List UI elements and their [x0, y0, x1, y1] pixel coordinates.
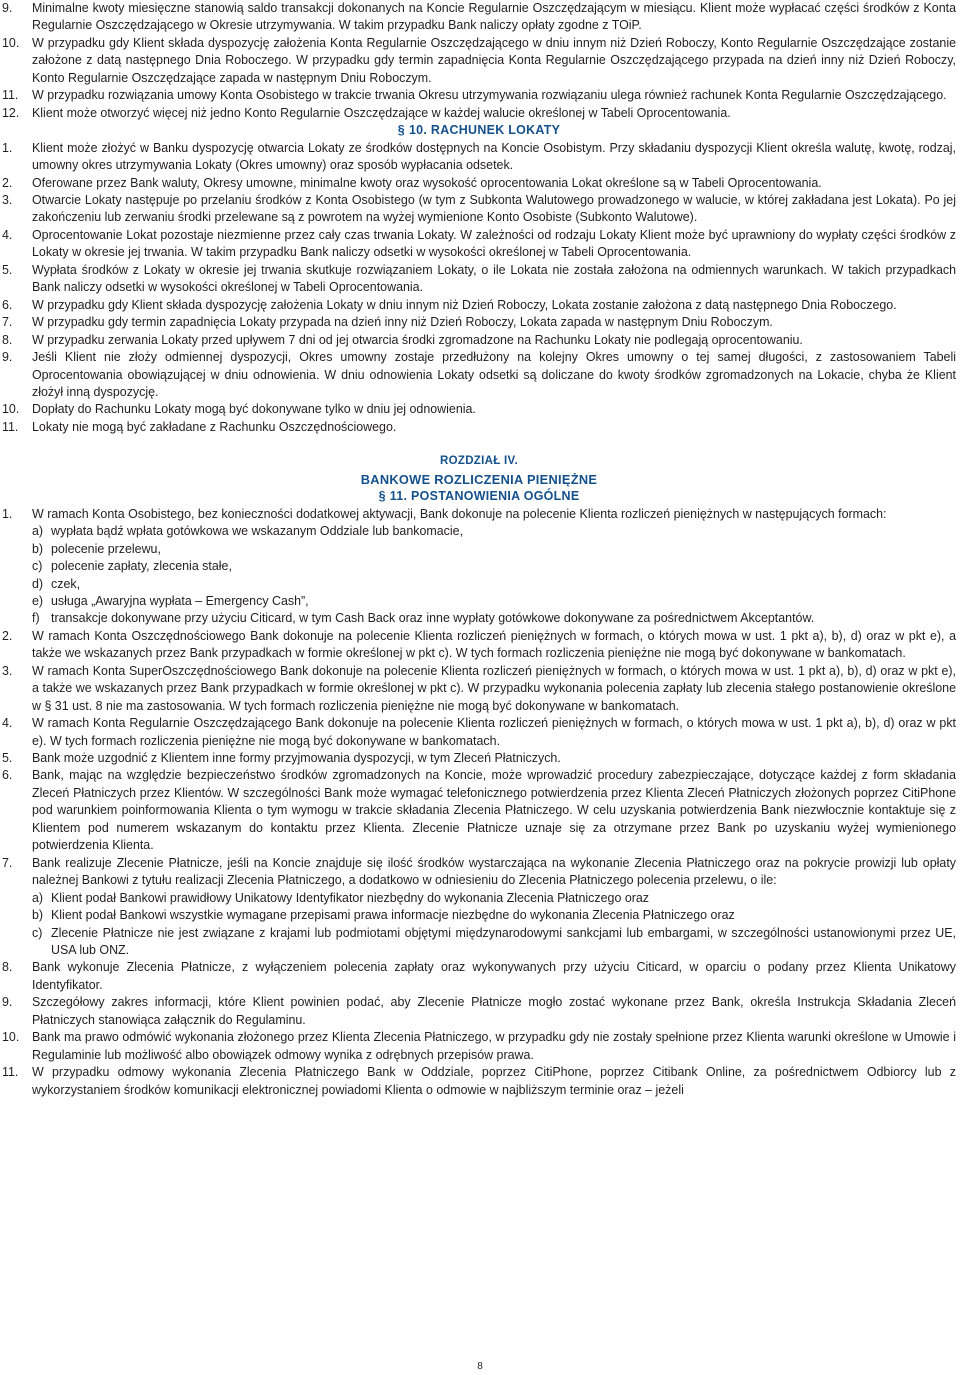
list-item [2, 855, 956, 960]
section-10-list [2, 140, 956, 437]
item-text: Bank realizuje Zlecenie Płatnicze, jeśli na Koncie znajduje się ilość środków wystarczająca na wykonanie Zlecenia Płatniczego oraz na pokrycie prowizji lub opłaty należnej Bankowi z tytułu realizacji Zlecenia Płatniczego, a dodatkowo w odniesieniu do Zlecenia Płatniczego polecenia przelewu, o ile: [32, 855, 956, 888]
sub-item-text: transakcje dokonywane przy użyciu Citicard, w tym Cash Back oraz inne wypłaty gotówkowe dokonywane za pośrednictwem Akceptantów. [51, 611, 815, 626]
list-item [2, 297, 956, 314]
item-text: Oferowane przez Bank waluty, Okresy umowne, minimalne kwoty oraz wysokość oprocentowania Lokat określone są w Tabeli Oprocentowania. [32, 175, 822, 190]
item-text: W ramach Konta Osobistego, bez konieczności dodatkowej aktywacji, Bank dokonuje na polecenie Klienta rozliczeń pieniężnych w następujących formach: [32, 506, 887, 521]
item-number: 11. [2, 88, 19, 103]
list-item [2, 332, 956, 349]
sub-item-text: Klient podał Bankowi prawidłowy Unikatowy Identyfikator niezbędny do wykonania Zlecenia Płatniczego oraz [51, 890, 650, 905]
section-11-list [2, 506, 956, 1099]
sub-item-text: usługa „Awaryjna wypłata – Emergency Cash”, [51, 593, 309, 608]
sub-list-item [32, 907, 956, 924]
list-item [2, 401, 956, 418]
item-text: Oprocentowanie Lokat pozostaje niezmienne przez cały czas trwania Lokaty. W zależności od rodzaju Lokaty Klient może być uprawniony do wypłaty części środków z Lokaty w okresie jej trwania. W takim przypadku Bank naliczy odsetki w wysokości określonej w Tabeli Oprocentowania. [32, 227, 956, 260]
item-number: 7. [2, 315, 13, 330]
list-item [2, 1029, 956, 1064]
list-item [2, 227, 956, 262]
list-item [2, 959, 956, 994]
item-number: 10. [2, 35, 20, 50]
list-item [2, 663, 956, 715]
item-text: W przypadku rozwiązania umowy Konta Osobistego w trakcie trwania Okresu utrzymywania rozwiązaniu ulega również rachunek Konta Regularnie Oszczędzającego. [32, 88, 947, 103]
item-text: W przypadku zerwania Lokaty przed upływem 7 dni od jej otwarcia środki zgromadzone na Rachunku Lokaty nie podlegają oprocentowaniu. [32, 332, 803, 347]
list-item [2, 105, 956, 122]
item-text: Bank ma prawo odmówić wykonania złożonego przez Klienta Zlecenia Płatniczego, w przypadku gdy nie zostały spełnione przez Klienta warunki określone w Umowie i Regulaminie lub możliwość albo obowiązek odmowy wynika z odrębnych przepisów prawa. [32, 1030, 956, 1062]
sub-item-letter: b) [32, 541, 44, 556]
list-item [2, 0, 956, 35]
item-text: Lokaty nie mogą być zakładane z Rachunku Oszczędnościowego. [32, 419, 397, 434]
sub-list-item [32, 593, 956, 610]
list-item [2, 140, 956, 175]
sub-item-letter: c) [32, 559, 43, 574]
list-item [2, 192, 956, 227]
item-text: Jeśli Klient nie złoży odmiennej dyspozycji, Okres umowny zostaje przedłużony na kolejny Okres umowny o tej samej długości, z zastosowaniem Tabeli Oprocentowania obowiązującej w dniu odnowienia. W dniu odnowienia Lokaty odsetki są doliczane do kwoty środków zgromadzonych na Lokacie, chyba że Klient złożył inną dyspozycję. [32, 350, 956, 399]
sub-list [32, 523, 956, 628]
sub-item-letter: a) [32, 524, 44, 539]
item-number: 2. [2, 628, 13, 643]
list-item [2, 419, 956, 436]
item-number: 6. [2, 297, 13, 312]
item-number: 3. [2, 192, 13, 207]
list-item [2, 175, 956, 192]
sub-list-item [32, 610, 956, 627]
section-title: 10. RACHUNEK LOKATY [408, 123, 561, 138]
item-text: Klient może otworzyć więcej niż jedno Konto Regularnie Oszczędzające w każdej walucie określonej w Tabeli Oprocentowania. [32, 105, 731, 120]
item-text: Klient może złożyć w Banku dyspozycję otwarcia Lokaty ze środków dostępnych na Koncie Osobistym. Przy składaniu dyspozycji Klient określa walutę, kwotę, rodzaj, umowny okres utrzymywania Lokaty (Okres umowny) oraz sposób wypłacania odsetek. [32, 140, 956, 173]
item-text: W przypadku gdy Klient składa dyspozycję założenia Konta Regularnie Oszczędzającego w dniu innym niż Dzień Roboczy, Konto Regularnie Oszczędzające zostanie założone z datą następnego Dnia Roboczego. W przypadku gdy termin zapadnięcia Konta Regularnie Oszczędzającego przypada na dzień inny niż Dzień Roboczy, Konto Regularnie Oszczędzające zapada w następnym Dniu Roboczym. [32, 35, 956, 85]
item-text: W przypadku odmowy wykonania Zlecenia Płatniczego Bank w Oddziale, poprzez CitiPhone, poprzez Citibank Online, za pośrednictwem Odbiorcy lub z wykorzystaniem środków komunikacji elektronicznej powiadomi Klienta o odmowie w najbliższym terminie oraz – jeżeli [32, 1065, 956, 1097]
list-item [2, 262, 956, 297]
sub-item-letter: d) [32, 576, 44, 591]
item-number: 2. [2, 175, 13, 190]
item-number: 5. [2, 751, 13, 766]
sub-item-letter: c) [32, 925, 43, 940]
item-number: 5. [2, 262, 13, 277]
item-number: 1. [2, 140, 13, 155]
list-item [2, 35, 956, 87]
list-item [2, 750, 956, 767]
page-number: 8 [477, 1361, 483, 1372]
section-mark: § [378, 489, 386, 504]
item-number: 7. [2, 855, 13, 870]
item-number: 9. [2, 995, 13, 1010]
item-text: Minimalne kwoty miesięczne stanowią saldo transakcji dokonanych na Koncie Regularnie Oszczędzającym w miesiącu. Klient może wypłacać części środków z Konta Regularnie Oszczędzającego w Okresie utrzymywania. W takim przypadku Bank naliczy opłaty zgodne z TOiP. [32, 1, 956, 33]
sub-item-text: czek, [51, 576, 81, 591]
item-number: 10. [2, 402, 20, 417]
list-item [2, 87, 956, 104]
sub-list-item [32, 523, 956, 540]
item-number: 4. [2, 227, 13, 242]
sub-item-text: Zlecenie Płatnicze nie jest związane z krajami lub podmiotami objętymi międzynarodowymi sankcjami lub embargami, w szczególności ustanowionymi przez UE, USA lub ONZ. [51, 925, 956, 958]
list-item [2, 506, 956, 628]
item-number: 11. [2, 1065, 19, 1080]
section-11-heading [2, 488, 956, 505]
sub-list-item [32, 576, 956, 593]
item-text: W ramach Konta Regularnie Oszczędzającego Bank dokonuje na polecenie Klienta rozliczeń pieniężnych w formach, o których mowa w ust. 1 pkt a), b), d) oraz w pkt e). W tych formach rozliczenia pieniężne nie mogą być dokonywane w bankomatach. [32, 716, 956, 748]
item-text: Dopłaty do Rachunku Lokaty mogą być dokonywane tylko w dniu jej odnowienia. [32, 402, 476, 417]
section-mark: § [397, 123, 405, 138]
item-number: 9. [2, 1, 13, 15]
sub-list-item [32, 925, 956, 960]
sub-item-letter: e) [32, 593, 44, 608]
list-item [2, 715, 956, 750]
sub-item-letter: a) [32, 890, 44, 905]
item-number: 10. [2, 1030, 20, 1045]
item-number: 1. [2, 506, 13, 521]
sub-list-item [32, 558, 956, 575]
list-item [2, 767, 956, 854]
sub-item-text: Klient podał Bankowi wszystkie wymagane przepisami prawa informacje niezbędne do wykonania Zlecenia Płatniczego oraz [51, 908, 735, 923]
item-text: Wypłata środków z Lokaty w okresie jej trwania skutkuje rozwiązaniem Lokaty, o ile Lokata nie została założona na odmiennych warunkach. W takich przypadkach Bank naliczy odsetki w wysokości określonej w Tabeli Oprocentowania. [32, 262, 956, 295]
item-number: 3. [2, 663, 13, 678]
item-number: 9. [2, 350, 13, 365]
item-text: W ramach Konta SuperOszczędnościowego Bank dokonuje na polecenie Klienta rozliczeń pieniężnych w formach, o których mowa w ust. 1 pkt a), b), d) oraz w pkt e), a także we wskazanych przez Bank przypadkach w formie określonej w pkt c). W przypadku wykonania polecenia zapłaty lub zlecenia stałego postanowienie określone w § 31 ust. 8 nie ma zastosowania. W tych formach rozliczenia pieniężne nie mogą być dokonywane w bankomatach. [32, 663, 956, 713]
item-text: Bank, mając na względzie bezpieczeństwo środków zgromadzonych na Koncie, może wprowadzić procedury zabezpieczające, dotyczące każdej z form składania Zleceń Płatniczych przez Klientów. W szczególności Bank może wymagać telefonicznego potwierdzenia przez Klienta Zleceń Płatniczych złożonych poprzez CitiPhone pod warunkiem poinformowania Klienta o tym wymogu w trakcie składania Zlecenia Płatniczego. W celu uzyskania potwierdzenia Bank niezwłocznie kontaktuje się z Klientem pod numerem wskazanym do kontaktu przez Klienta. Zlecenie Płatnicze uznaje się za otrzymane przez Bank po uzyskaniu wyżej wymienionego potwierdzenia Klienta. [32, 768, 956, 853]
item-text: Otwarcie Lokaty następuje po przelaniu środków z Konta Osobistego (w tym z Subkonta Walutowego prowadzonego w walucie, w której zakładana jest Lokata). Po jej zakończeniu lub zerwaniu środki przelewane są z powrotem na wyżej wymienione Konto Osobiste (Subkonto Walutowe). [32, 192, 956, 225]
list-item [2, 994, 956, 1029]
sub-item-letter: b) [32, 908, 44, 923]
list-item [2, 1064, 956, 1099]
sub-list-item [32, 890, 956, 907]
sub-list-item [32, 541, 956, 558]
item-number: 11. [2, 419, 19, 434]
item-text: Szczegółowy zakres informacji, które Klient powinien podać, aby Zlecenie Płatnicze mogło zostać wykonane przez Bank, określa Instrukcja Składania Zleceń Płatniczych stanowiąca załącznik do Regulaminu. [32, 995, 956, 1027]
sub-list [32, 890, 956, 960]
list-item [2, 314, 956, 331]
section-title: 11. POSTANOWIENIA OGÓLNE [389, 489, 580, 504]
sub-item-text: polecenie przelewu, [51, 541, 161, 556]
item-text: W przypadku gdy termin zapadnięcia Lokaty przypada na dzień inny niż Dzień Roboczy, Lokata zapada w następnym Dniu Roboczym. [32, 315, 773, 330]
item-text: W ramach Konta Oszczędnościowego Bank dokonuje na polecenie Klienta rozliczeń pieniężnych w formach, o których mowa w ust. 1 pkt a), b), d) oraz w pkt e), a także we wskazanych przez Bank przypadkach w formie określonej w pkt c). W tych formach rozliczenia pieniężne nie mogą być dokonywane w bankomatach. [32, 628, 956, 661]
item-text: Bank wykonuje Zlecenia Płatnicze, z wyłączeniem polecenia zapłaty oraz wykonywanych przy użyciu Citicard, w oparciu o podany przez Klienta Unikatowy Identyfikator. [32, 960, 956, 992]
sub-item-text: polecenie zapłaty, zlecenia stałe, [51, 559, 232, 574]
chapter-label: ROZDZIAŁ IV. [440, 455, 518, 468]
item-number: 8. [2, 332, 13, 347]
item-number: 8. [2, 960, 13, 975]
sub-item-letter: f) [32, 611, 40, 626]
list-item [2, 349, 956, 401]
sub-item-text: wypłata bądź wpłata gotówkowa we wskazanym Oddziale lub bankomacie, [51, 524, 464, 539]
chapter-title: BANKOWE ROZLICZENIA PIENIĘŻNE [360, 471, 598, 487]
item-number: 12. [2, 105, 20, 120]
item-number: 4. [2, 716, 13, 731]
item-text: W przypadku gdy Klient składa dyspozycję założenia Lokaty w dniu innym niż Dzień Roboczy, Lokata zostanie założona z datą następnego Dnia Roboczego. [32, 297, 897, 312]
item-text: Bank może uzgodnić z Klientem inne formy przyjmowania dyspozycji, w tym Zleceń Płatniczych. [32, 751, 561, 766]
section-10-heading [2, 122, 956, 139]
top-list [2, 0, 956, 122]
list-item [2, 628, 956, 663]
item-number: 6. [2, 768, 13, 783]
